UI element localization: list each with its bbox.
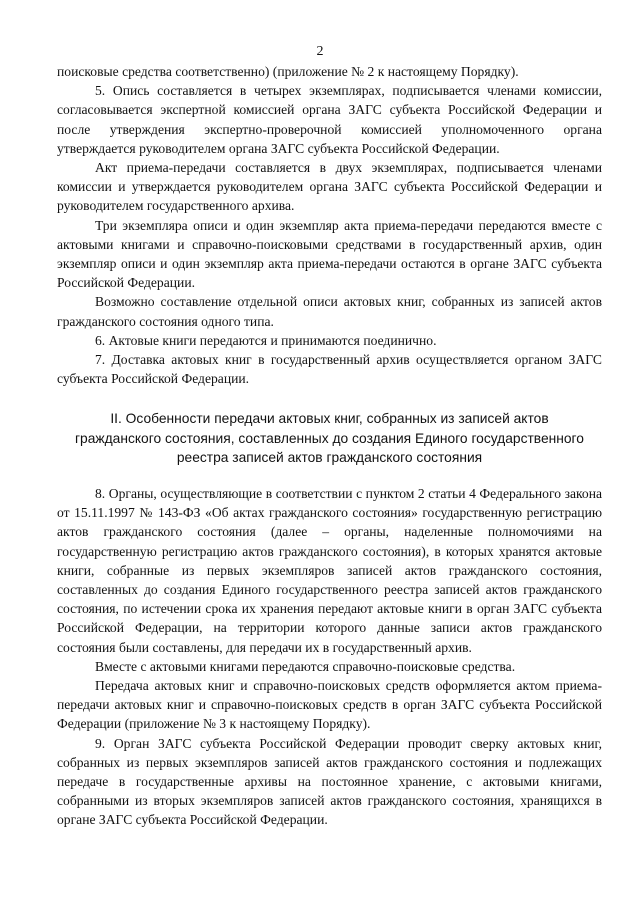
paragraph-item-6: 6. Актовые книги передаются и принимаются поединично. [95,332,437,348]
paragraph-three-copies: Три экземпляра описи и один экземпляр акта приема-передачи передаются вместе с актовыми книгами и справочно-поисковыми средствами в государственный архив, один экземпляр описи и один экземпляр акта приема-передачи остаются в органе ЗАГС субъекта Российской Федерации. [57,217,602,291]
paragraph-item-5: 5. Опись составляется в четырех экземплярах, подписывается членами комиссии, согласовывается экспертной комиссией органа ЗАГС субъекта Российской Федерации и после утверждения экспертно-проверочной комиссией уполномоченного органа утверждается руководителем органа ЗАГС субъекта Российской Федерации. [57,83,602,156]
paragraph-act-transfer: Акт приема-передачи составляется в двух экземплярах, подписывается членами комиссии и утверждается руководителем органа ЗАГС субъекта Российской Федерации и руководителем государственного архива. [57,160,602,214]
paragraph-separate-inventory: Возможно составление отдельной описи актовых книг, собранных из записей актов гражданского состояния одного типа. [57,294,602,329]
paragraph-reference-tools: Вместе с актовыми книгами передаются справочно-поисковые средства. [95,658,516,674]
paragraph-item-8: 8. Органы, осуществляющие в соответствии с пунктом 2 статьи 4 Федерального закона от 15.11.1997 № 143-ФЗ «Об актах гражданского состояния» государственную регистрацию актов гражданского состояния (далее – органы, наделенные полномочиями на государственную регистрацию актов гражданского состояния), в которых хранятся актовые книги, собранные из первых экземпляров записей актов гражданского состояния, составленных до создания Единого государственного реестра записей актов гражданского состояния, по истечении срока их хранения передают актовые книги в орган ЗАГС субъекта Российской Федерации, на территории которого данные записи актов гражданского состояния были составлены, для передачи их в государственный архив. [57,486,602,655]
section-heading [57,409,602,468]
paragraph-transfer-act: Передача актовых книг и справочно-поисковых средств оформляется актом приема-передачи актовых книг и справочно-поисковых средств в орган ЗАГС субъекта Российской Федерации (приложение № 3 к настоящему Порядку). [57,678,602,732]
bottom-text-block [57,484,602,830]
top-text-block [57,62,602,388]
page-number: 2 [316,44,324,59]
paragraph-item-9: 9. Орган ЗАГС субъекта Российской Федерации проводит сверку актовых книг, собранных из первых экземпляров записей актов гражданского состояния и подлежащих передаче в государственные архивы на постоянное хранение, с актовыми книгами, собранными из вторых экземпляров записей актов гражданского состояния, хранящихся в органе ЗАГС субъекта Российской Федерации. [57,735,602,828]
section-heading-line-1: II. Особенности передачи актовых книг, собранных из записей актов [110,411,549,426]
section-heading-line-2: гражданского состояния, составленных до создания Единого государственного [75,430,584,446]
paragraph-continuation: поисковые средства соответственно) (приложение № 2 к настоящему Порядку). [57,64,519,79]
paragraph-item-7: 7. Доставка актовых книг в государственный архив осуществляется органом ЗАГС субъекта Российской Федерации. [57,352,602,387]
section-heading-line-3: реестра записей актов гражданского состояния [176,450,483,465]
